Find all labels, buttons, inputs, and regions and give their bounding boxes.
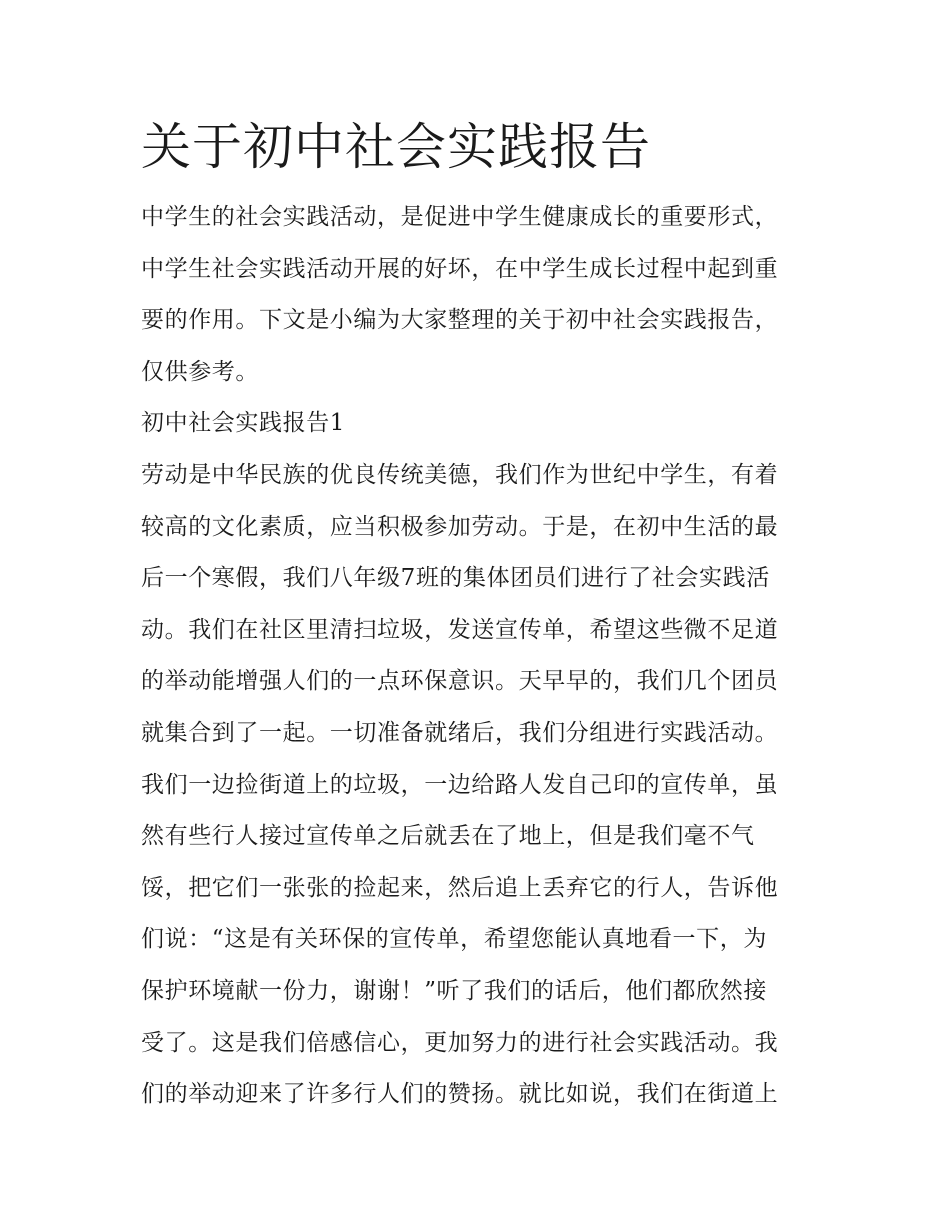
text-line: 们说：“这是有关环保的宣传单，希望您能认真地看一下，为	[141, 926, 767, 953]
text-line: 们的举动迎来了许多行人们的赞扬。就比如说，我们在街道上	[141, 1081, 779, 1108]
document-title: 关于初中社会实践报告	[141, 118, 651, 176]
text-line: 的举动能增强人们的一点环保意识。天早早的，我们几个团员	[141, 668, 779, 695]
text-line: 保护环境献一份力，谢谢！”听了我们的话后，他们都欣然接	[141, 977, 767, 1004]
text-line: 受了。这是我们倍感信心，更加努力的进行社会实践活动。我	[141, 1029, 779, 1056]
body-paragraph	[141, 450, 813, 1121]
text-line: 就集合到了一起。一切准备就绪后，我们分组进行实践活动。	[141, 719, 779, 746]
text-line: 馁，把它们一张张的捡起来，然后追上丢弃它的行人，告诉他	[141, 874, 779, 901]
section-heading: 初中社会实践报告1	[141, 410, 346, 437]
text-line: 中学生的社会实践活动，是促进中学生健康成长的重要形式，	[141, 204, 779, 230]
text-line: 后一个寒假，我们八年级7班的集体团员们进行了社会实践活	[141, 565, 770, 592]
text-line: 仅供参考。	[141, 358, 259, 385]
text-line: 动。我们在社区里清扫垃圾，发送宣传单，希望这些微不足道	[141, 616, 779, 643]
text-line: 然有些行人接过宣传单之后就丢在了地上，但是我们毫不气	[141, 823, 755, 850]
text-line: 劳动是中华民族的优良传统美德，我们作为世纪中学生，有着	[141, 461, 779, 488]
intro-paragraph	[141, 192, 813, 398]
text-line: 我们一边捡街道上的垃圾，一边给路人发自己印的宣传单，虽	[141, 771, 779, 798]
text-line: 中学生社会实践活动开展的好坏，在中学生成长过程中起到重	[141, 255, 779, 282]
document-body	[141, 112, 813, 1121]
text-line: 要的作用。下文是小编为大家整理的关于初中社会实践报告，	[141, 307, 779, 334]
text-line: 较高的文化素质，应当积极参加劳动。于是，在初中生活的最	[141, 513, 779, 540]
